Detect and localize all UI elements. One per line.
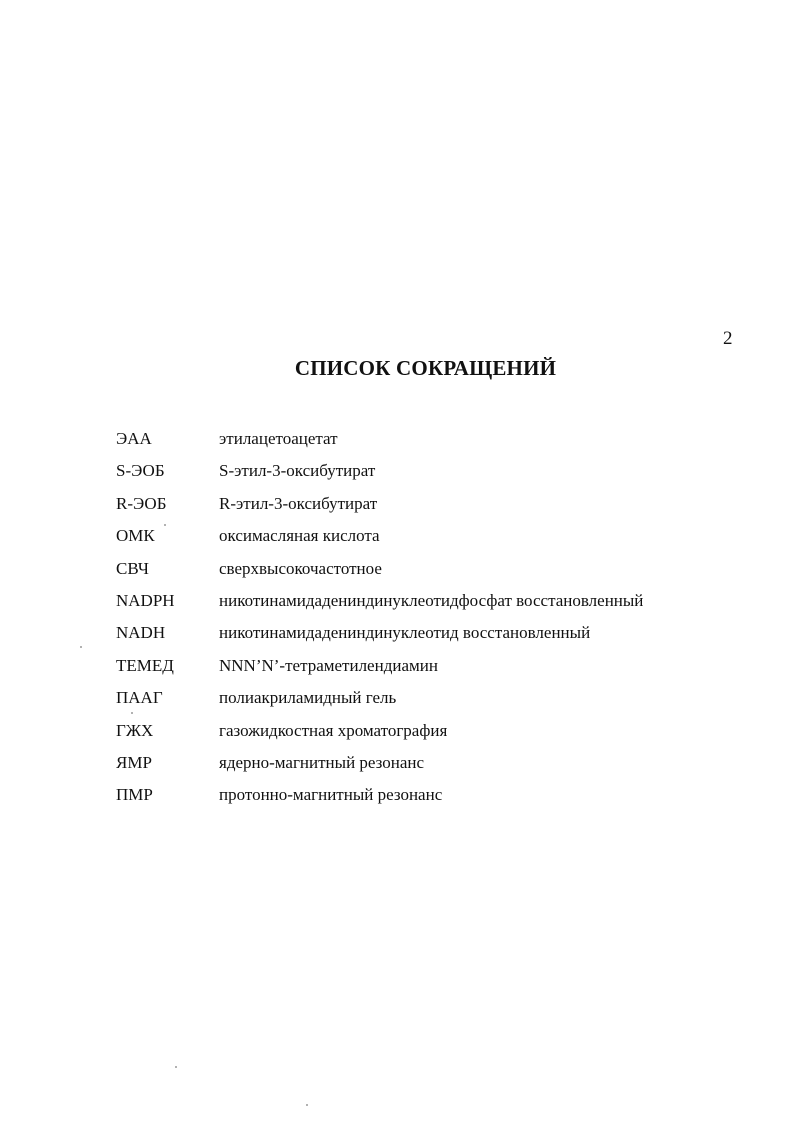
abbreviation-term: ПААГ (116, 688, 163, 708)
abbreviation-term: ЯМР (116, 752, 152, 772)
abbreviation-definition: протонно-магнитный резонанс (219, 785, 443, 805)
abbreviation-term: R-ЭОБ (116, 493, 167, 513)
abbreviation-term: NADH (116, 623, 166, 643)
abbreviation-term: ТЕМЕД (116, 655, 174, 675)
abbreviation-definition: сверхвысокочастотное (219, 558, 382, 578)
abbreviation-definition: S-этил-3-оксибутират (219, 461, 376, 481)
abbreviation-definition: оксимасляная кислота (219, 526, 380, 546)
scan-speck (175, 1066, 177, 1068)
page-number: 2 (723, 328, 733, 349)
scan-speck (306, 1104, 308, 1106)
page-title: СПИСОК СОКРАЩЕНИЙ (294, 356, 557, 380)
abbreviation-definition: полиакриламидный гель (219, 688, 397, 708)
abbreviation-term: NADPH (116, 590, 175, 610)
abbreviation-definition: этилацетоацетат (219, 429, 338, 448)
scan-speck (131, 712, 133, 714)
abbreviation-term: СВЧ (116, 558, 149, 578)
abbreviation-term: ОМК (116, 526, 155, 546)
abbreviation-definition: R-этил-3-оксибутират (219, 493, 378, 513)
abbreviation-term: ЭАА (116, 429, 152, 448)
abbreviation-term: S-ЭОБ (116, 461, 165, 481)
abbreviation-term: ПМР (116, 785, 153, 805)
abbreviation-definition: никотинамидадениндинуклеотидфосфат восстановленный (219, 590, 644, 610)
abbreviation-definition: газожидкостная хроматография (219, 720, 448, 740)
abbreviation-definition: NNN’N’-тетраметилендиамин (219, 655, 438, 675)
abbreviation-definition: ядерно-магнитный резонанс (219, 752, 425, 772)
scan-speck (80, 646, 82, 648)
abbreviation-definition: никотинамидадениндинуклеотид восстановленный (219, 623, 591, 643)
scan-speck (164, 524, 166, 526)
abbreviation-term: ГЖХ (116, 720, 154, 740)
